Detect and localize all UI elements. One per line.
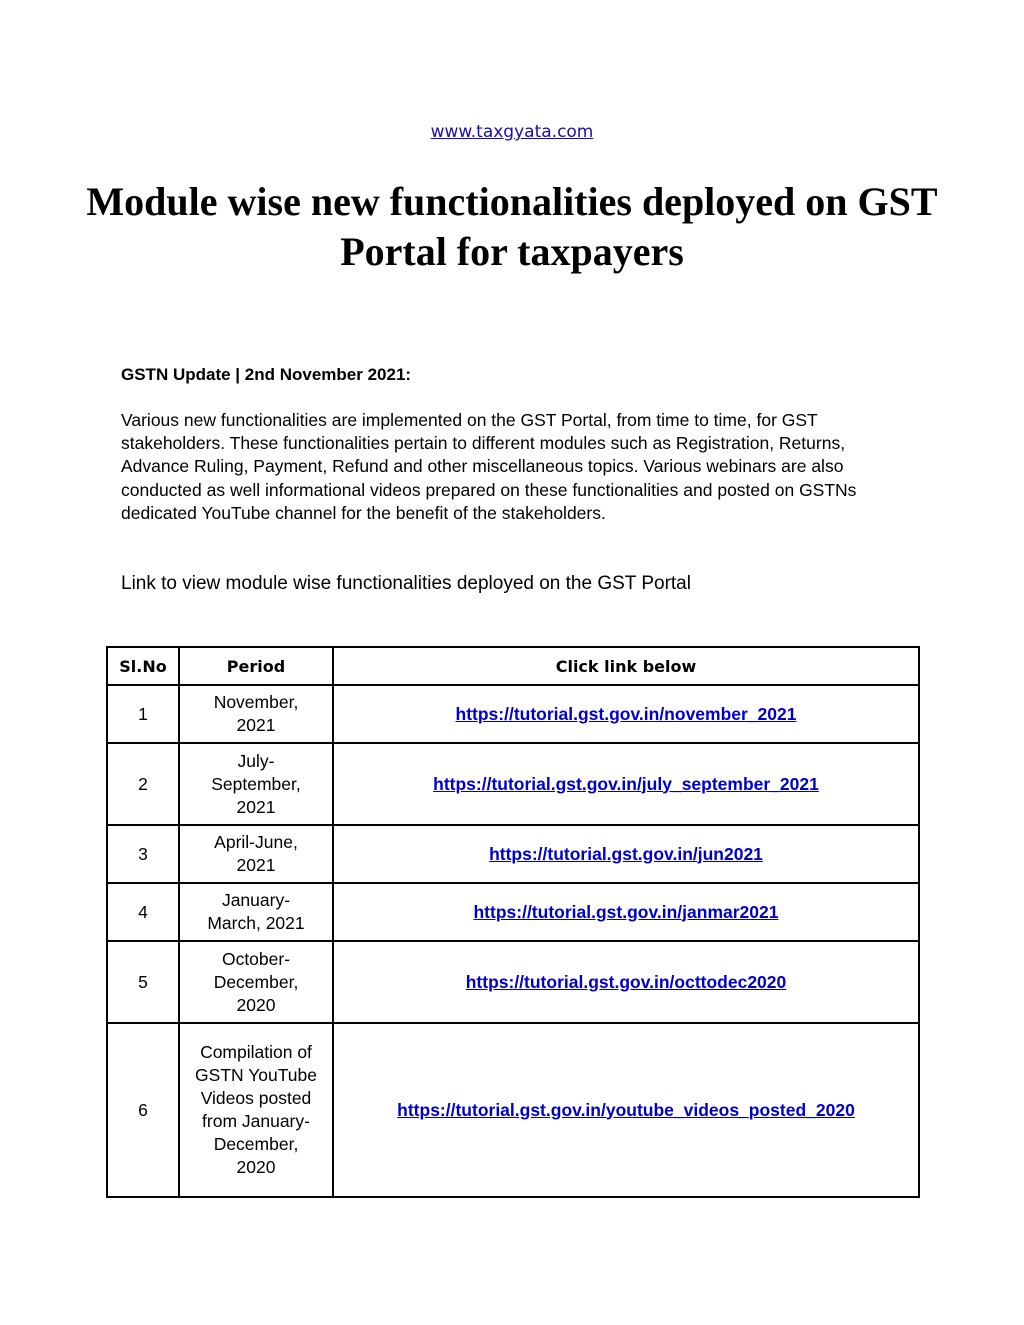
table-row xyxy=(107,825,919,883)
link-description: Link to view module wise functionalities deployed on the GST Portal xyxy=(121,573,691,594)
site-link[interactable]: www.taxgyata.com xyxy=(430,122,594,142)
update-heading: GSTN Update | 2nd November 2021: xyxy=(121,365,412,384)
row-link[interactable]: https://tutorial.gst.gov.in/octtodec2020 xyxy=(333,941,919,1023)
functionalities-table xyxy=(106,646,920,1198)
row-slno: 2 xyxy=(107,743,179,825)
row-slno: 3 xyxy=(107,825,179,883)
table-row xyxy=(107,743,919,825)
row-link[interactable]: https://tutorial.gst.gov.in/youtube_videos_posted_2020 xyxy=(333,1023,919,1197)
row-period: Compilation of GSTN YouTube Videos posted from January-December, 2020 xyxy=(179,1023,333,1197)
table-row xyxy=(107,685,919,743)
header-slno: Sl.No xyxy=(107,647,179,685)
row-slno: 5 xyxy=(107,941,179,1023)
table-header-row xyxy=(107,647,919,685)
row-link[interactable]: https://tutorial.gst.gov.in/jun2021 xyxy=(333,825,919,883)
row-slno: 4 xyxy=(107,883,179,941)
table-row xyxy=(107,1023,919,1197)
row-period: January-March, 2021 xyxy=(179,883,333,941)
row-slno: 6 xyxy=(107,1023,179,1197)
header-period: Period xyxy=(179,647,333,685)
intro-paragraph: Various new functionalities are implemented on the GST Portal, from time to time, for GST stakeholders. These functionalities pertain to different modules such as Registration, Returns, Advance Ruling, Payment, Refund and other miscellaneous topics. Various webinars are also conducted as well informational videos prepared on these functionalities and posted on GSTNs dedicated YouTube channel for the benefit of the stakeholders. xyxy=(121,410,857,523)
row-link[interactable]: https://tutorial.gst.gov.in/july_september_2021 xyxy=(333,743,919,825)
page-title: Module wise new functionalities deployed on GST Portal for taxpayers xyxy=(86,179,938,274)
table-row xyxy=(107,941,919,1023)
row-link[interactable]: https://tutorial.gst.gov.in/janmar2021 xyxy=(333,883,919,941)
row-link[interactable]: https://tutorial.gst.gov.in/november_2021 xyxy=(333,685,919,743)
row-period: July-September, 2021 xyxy=(179,743,333,825)
row-period: November, 2021 xyxy=(179,685,333,743)
table-row xyxy=(107,883,919,941)
row-slno: 1 xyxy=(107,685,179,743)
row-period: April-June, 2021 xyxy=(179,825,333,883)
header-link: Click link below xyxy=(333,647,919,685)
row-period: October-December, 2020 xyxy=(179,941,333,1023)
